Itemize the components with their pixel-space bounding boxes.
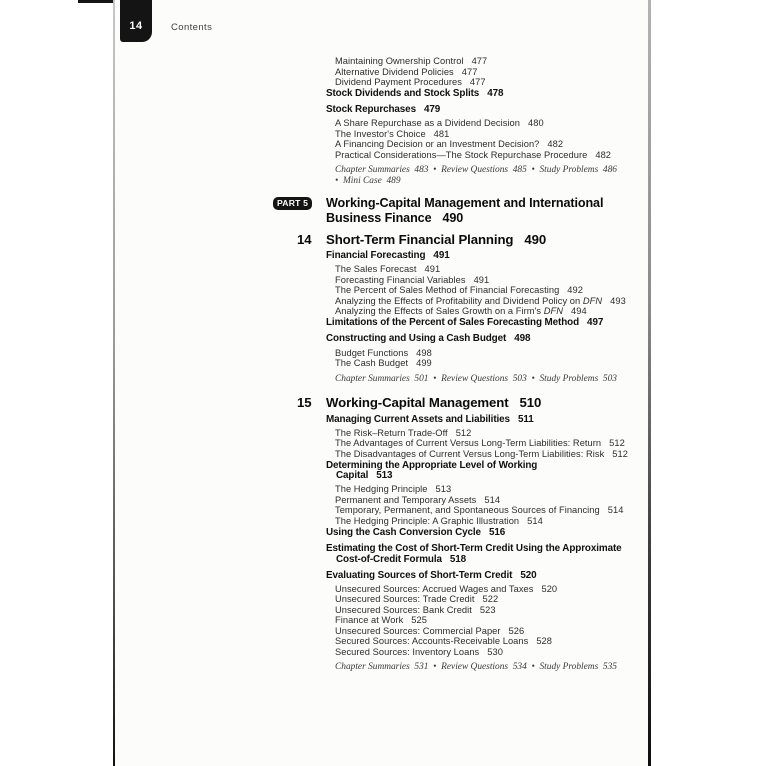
page-ref: 477 (461, 66, 478, 77)
page-ref: 493 (610, 295, 626, 306)
toc-subentry (113, 306, 651, 317)
page-ref: 526 (508, 625, 525, 636)
toc-subentry (113, 428, 651, 439)
toc-section-heading (113, 461, 651, 482)
toc-section-heading (113, 334, 651, 345)
toc-section-heading (113, 251, 651, 262)
toc-section-heading-line (326, 528, 651, 539)
toc-subentry-text: The Percent of Sales Method of Financial Forecasting (335, 285, 560, 296)
toc-subentry (113, 594, 651, 605)
toc-subentry (113, 605, 651, 616)
toc-subentry (113, 139, 651, 150)
page-ref: 514 (607, 505, 624, 516)
toc-summary-line (113, 374, 651, 385)
toc-subentry-text: Budget Functions (335, 347, 409, 358)
page-ref: 511 (517, 413, 534, 425)
page-ref: 520 (541, 583, 558, 594)
toc-subentry-text: The Advantages of Current Versus Long-Term Liabilities: Return (335, 438, 602, 449)
toc-section-heading-text: Constructing and Using a Cash Budget (326, 333, 507, 345)
toc-subentry-text: DFN (543, 306, 563, 317)
toc-section-heading (113, 544, 651, 565)
toc-subentry-text: Unsecured Sources: Accrued Wages and Taxes (335, 583, 534, 594)
toc-subentry-text: Unsecured Sources: Commercial Paper (335, 625, 501, 636)
toc-subentry-text: The Disadvantages of Current Versus Long-Term Liabilities: Risk (335, 448, 605, 459)
page-ref: 514 (527, 515, 543, 526)
toc-subentry (113, 495, 651, 506)
toc-summary-line (113, 165, 651, 176)
toc-section-heading-line (326, 415, 651, 426)
page-ref: 523 (479, 604, 496, 615)
page-ref: 491 (433, 250, 450, 262)
page-ref: 512 (455, 427, 472, 438)
toc-chapter-heading (113, 395, 651, 411)
page-ref: 492 (567, 285, 583, 296)
toc-subentry-text: Analyzing the Effects of Sales Growth on a Firm's (335, 306, 544, 317)
toc-part-title-text: Working-Capital Management and International (326, 196, 604, 211)
page-ref: 498 (514, 333, 531, 345)
toc-subentry-text: A Share Repurchase as a Dividend Decision (335, 118, 520, 129)
toc-subentry (113, 358, 651, 369)
toc-section-heading-line (326, 105, 651, 116)
page-ref: 477 (471, 56, 488, 66)
toc-subentry-text: Secured Sources: Accounts-Receivable Loans (335, 636, 529, 647)
page-ref: 490 (524, 231, 547, 247)
page-ref: 482 (547, 139, 564, 150)
toc-subentry-text: Alternative Dividend Policies (335, 66, 454, 77)
toc-subentry-text: The Sales Forecast (335, 264, 417, 275)
toc-subentry-text: Secured Sources: Inventory Loans (335, 646, 480, 657)
toc-subentry-text: The Hedging Principle: A Graphic Illustration (335, 515, 520, 526)
page-ref: 499 (416, 358, 432, 369)
chapter-number: 14 (297, 231, 312, 247)
toc-section-heading-text: Evaluating Sources of Short-Term Credit (326, 569, 513, 581)
toc-section-heading-text: Determining the Appropriate Level of Working (326, 459, 538, 471)
toc-section-heading-text: Capital (336, 470, 369, 482)
toc-section-heading (113, 571, 651, 582)
toc-subentry (113, 636, 651, 647)
toc-subentry-text: A Financing Decision or an Investment Decision? (335, 139, 540, 150)
toc-section-heading (113, 105, 651, 116)
page-ref: 477 (469, 77, 486, 87)
toc-part-title-line (326, 211, 651, 225)
toc-subentry-text: Finance at Work (335, 615, 404, 626)
page-ref: 513 (435, 484, 452, 495)
toc-section-heading-line (326, 251, 651, 262)
page-ref: 528 (536, 636, 552, 647)
toc-summary-text: Chapter Summaries 501 • Review Questions 503 • Study Problems 503 (335, 373, 617, 384)
page-ref: 491 (473, 274, 490, 285)
toc-section-heading-line (326, 471, 651, 482)
toc-subentry-text: Permanent and Temporary Assets (335, 494, 477, 505)
toc-section-heading (113, 415, 651, 426)
toc-subentry (113, 505, 651, 516)
toc-section-heading-text: Financial Forecasting (326, 250, 426, 262)
toc-section-heading-text: Cost-of-Credit Formula (336, 553, 442, 565)
toc-section-heading-text: Managing Current Assets and Liabilities (326, 413, 510, 425)
toc-subentry (113, 438, 651, 449)
toc-section-heading (113, 89, 651, 100)
page-ref: 513 (376, 470, 393, 482)
toc-subentry (113, 56, 651, 67)
toc-subentry-text: Unsecured Sources: Bank Credit (335, 604, 472, 615)
page-ref: 494 (571, 306, 587, 317)
page-ref: 525 (411, 615, 427, 626)
toc-subentry (113, 285, 651, 296)
toc-part-heading (113, 196, 651, 224)
page-ref: 479 (423, 104, 441, 116)
toc-subentry-text: Forecasting Financial Variables (335, 274, 466, 285)
page-ref: 510 (519, 395, 542, 411)
page-ref: 514 (484, 494, 501, 505)
toc-subentry (113, 296, 651, 307)
page-ref: 497 (587, 317, 604, 329)
toc-subentry (113, 626, 651, 637)
toc-subentry (113, 348, 651, 359)
toc-section-heading-text: Using the Cash Conversion Cycle (326, 526, 481, 538)
toc-subentry (113, 484, 651, 495)
contents-header-label: Contents (171, 22, 213, 33)
toc-subentry-text: The Hedging Principle (335, 484, 428, 495)
toc-subentry-text: The Investor's Choice (335, 128, 426, 139)
toc-section-heading-line (326, 318, 651, 329)
toc-summary-line (113, 176, 651, 187)
toc-subentry (113, 264, 651, 275)
toc-chapter-heading (113, 232, 651, 248)
part-badge: PART 5 (273, 197, 312, 210)
page-ref: 512 (609, 438, 625, 449)
toc-subentry (113, 150, 651, 161)
toc-subentry-text: The Risk–Return Trade-Off (335, 427, 448, 438)
toc-summary-text: • Mini Case 489 (335, 175, 401, 186)
toc-part-title-text: Business Finance (326, 210, 432, 225)
page-ref: 490 (442, 210, 464, 225)
toc-subentry (113, 647, 651, 658)
toc-section-heading-text: Stock Repurchases (326, 104, 416, 116)
toc-section-heading (113, 318, 651, 329)
page-ref: 512 (612, 448, 628, 459)
toc-subentry (113, 516, 651, 527)
toc-section-heading-line (326, 334, 651, 345)
toc-part-title-line (326, 196, 651, 210)
toc-section-heading-text: Estimating the Cost of Short-Term Credit Using the Approximate (326, 543, 622, 555)
toc-subentry-text: Practical Considerations—The Stock Repurchase Procedure (335, 149, 588, 160)
toc-section-heading-line (326, 89, 651, 100)
toc-section-heading-line (326, 461, 651, 472)
page-ref: 516 (488, 526, 506, 538)
toc-subentry-text: Maintaining Ownership Control (335, 56, 464, 66)
toc-summary-text: Chapter Summaries 531 • Review Questions 534 • Study Problems 535 (335, 662, 617, 673)
page-ref: 482 (595, 149, 612, 160)
toc-subentry (113, 615, 651, 626)
page-ref: 530 (487, 646, 503, 657)
toc-summary-line (113, 662, 651, 673)
toc-subentry (113, 77, 651, 88)
toc-section-heading-line (326, 571, 651, 582)
toc-summary-text: Chapter Summaries 483 • Review Questions 485 • Study Problems 486 (335, 165, 617, 176)
toc-subentry (113, 449, 651, 460)
page-ref: 480 (528, 118, 544, 129)
table-of-contents (113, 0, 651, 766)
chapter-title: Working-Capital Management (326, 395, 509, 411)
toc-section-heading (113, 528, 651, 539)
page-ref: 491 (424, 264, 441, 275)
toc-subentry-text: Temporary, Permanent, and Spontaneous Sources of Financing (335, 505, 600, 516)
toc-subentry (113, 67, 651, 78)
page-ref: 478 (487, 88, 504, 99)
toc-subentry-text: Analyzing the Effects of Profitability and Dividend Policy on (335, 295, 583, 306)
toc-subentry (113, 275, 651, 286)
toc-subentry-text: The Cash Budget (335, 358, 409, 369)
page-ref: 481 (433, 128, 450, 139)
page-ref: 522 (482, 594, 499, 605)
page-number: 14 (129, 20, 143, 32)
toc-section-heading-text: Stock Dividends and Stock Splits (326, 88, 480, 99)
chapter-number: 15 (297, 395, 312, 411)
page-ref: 518 (449, 553, 467, 565)
toc-section-heading-text: Limitations of the Percent of Sales Forecasting Method (326, 317, 580, 329)
scanned-contents-page (113, 0, 651, 766)
toc-subentry-text: Unsecured Sources: Trade Credit (335, 594, 475, 605)
toc-subentry-text: Dividend Payment Procedures (335, 77, 462, 87)
toc-subentry (113, 129, 651, 140)
chapter-title: Short-Term Financial Planning (326, 231, 514, 247)
page-ref: 498 (416, 347, 432, 358)
page-ref: 520 (520, 569, 537, 581)
toc-subentry-text: DFN (582, 295, 603, 306)
toc-subentry (113, 584, 651, 595)
toc-section-heading-line (326, 555, 651, 566)
toc-subentry (113, 118, 651, 129)
